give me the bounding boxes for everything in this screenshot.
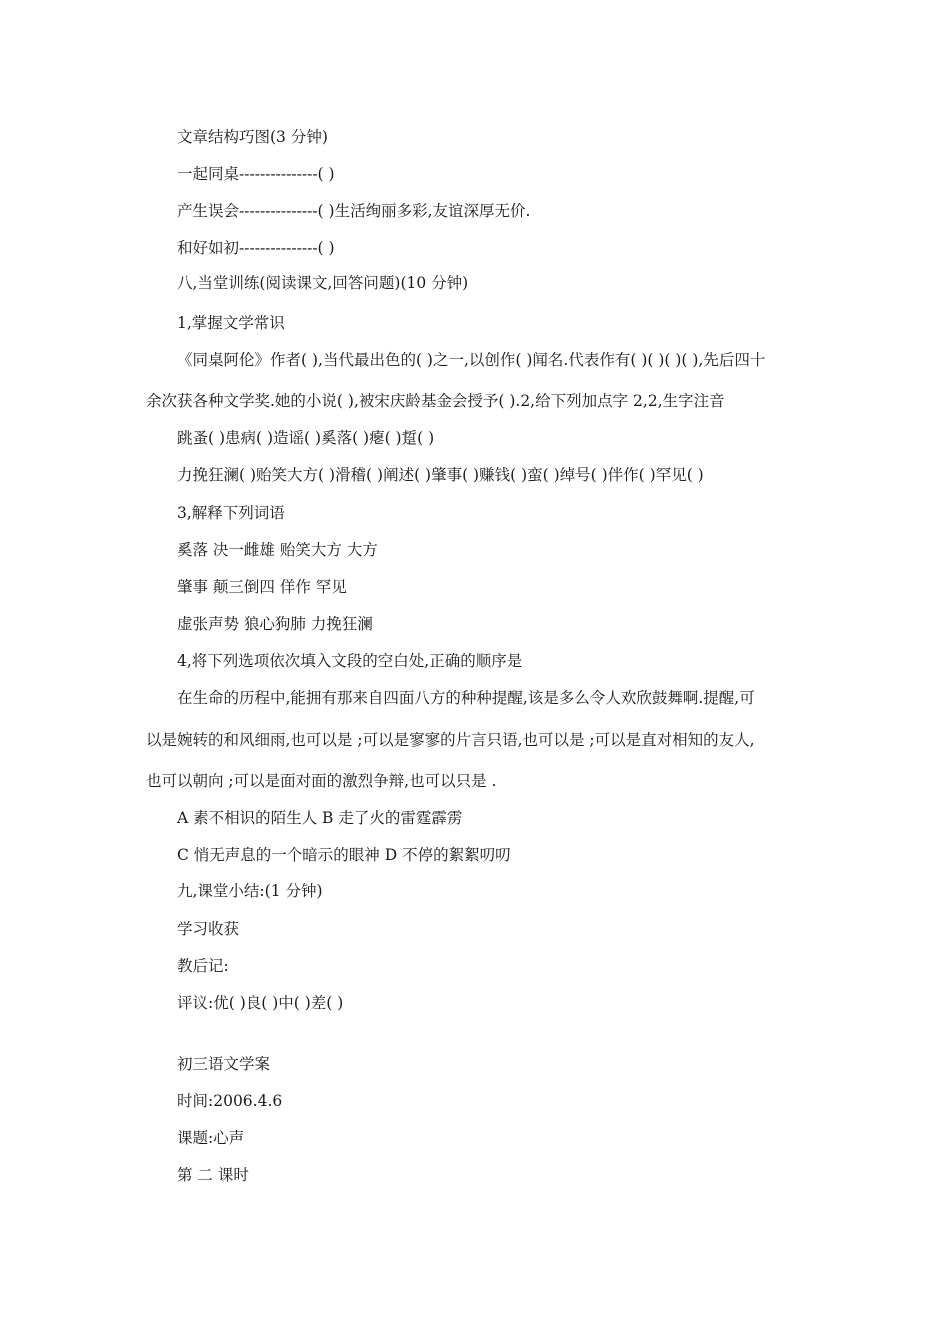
paragraph-line: 也可以朝向 ;可以是面对面的激烈争辩,也可以只是 . xyxy=(146,772,497,790)
paragraph-line: 以是婉转的和风细雨,也可以是 ;可以是寥寥的片言只语,也可以是 ;可以是直对相知的友人, xyxy=(146,731,755,749)
paragraph-line: 在生命的历程中,能拥有那来自四面八方的种种提醒,该是多么令人欢欣鼓舞啊.提醒,可 xyxy=(177,689,755,707)
paragraph-line: 余次获各种文学奖.她的小说( ),被宋庆龄基金会授予( ).2,给下列加点字 2,2,生字注音 xyxy=(146,392,725,410)
document-title: 初三语文学案 xyxy=(177,1055,271,1073)
text-line: 力挽狂澜( )贻笑大方( )滑稽( )阐述( )肇事( )赚钱( )蛮( )绰号( )伴作( )罕见( ) xyxy=(177,466,704,484)
text-line: 1,掌握文学常识 xyxy=(177,314,285,332)
text-line: 文章结构巧图(3 分钟) xyxy=(177,128,328,146)
paragraph-line: 《同桌阿伦》作者( ),当代最出色的( )之一,以创作( )闻名.代表作有( )( )( )( ),先后四十 xyxy=(177,351,766,369)
text-line: 产生误会---------------( )生活绚丽多彩,友谊深厚无价. xyxy=(177,202,531,220)
text-line: 学习收获 xyxy=(177,920,240,938)
topic-line: 课题:心声 xyxy=(177,1129,245,1147)
section-heading: 九,课堂小结:(1 分钟) xyxy=(177,882,323,900)
text-line: 3,解释下列词语 xyxy=(177,504,285,522)
text-line: 教后记: xyxy=(177,957,229,975)
text-line: 和好如初---------------( ) xyxy=(177,239,335,257)
lesson-line: 第 二 课时 xyxy=(177,1166,249,1184)
option-line: C 悄无声息的一个暗示的眼神 D 不停的絮絮叨叨 xyxy=(177,846,511,864)
text-line: 虚张声势 狼心狗肺 力挽狂澜 xyxy=(177,615,373,633)
text-line: 一起同桌---------------( ) xyxy=(177,165,335,183)
text-line: 评议:优( )良( )中( )差( ) xyxy=(177,994,344,1012)
text-line: 4,将下列选项依次填入文段的空白处,正确的顺序是 xyxy=(177,652,523,670)
section-heading: 八,当堂训练(阅读课文,回答问题)(10 分钟) xyxy=(177,274,469,292)
text-line: 肇事 颠三倒四 佯作 罕见 xyxy=(177,578,347,596)
date-line: 时间:2006.4.6 xyxy=(177,1092,283,1110)
text-line: 奚落 决一雌雄 贻笑大方 大方 xyxy=(177,541,378,559)
option-line: A 素不相识的陌生人 B 走了火的雷霆霹雳 xyxy=(177,809,463,827)
text-line: 跳蚤( )患病( )造谣( )奚落( )瘪( )踅( ) xyxy=(177,429,435,447)
